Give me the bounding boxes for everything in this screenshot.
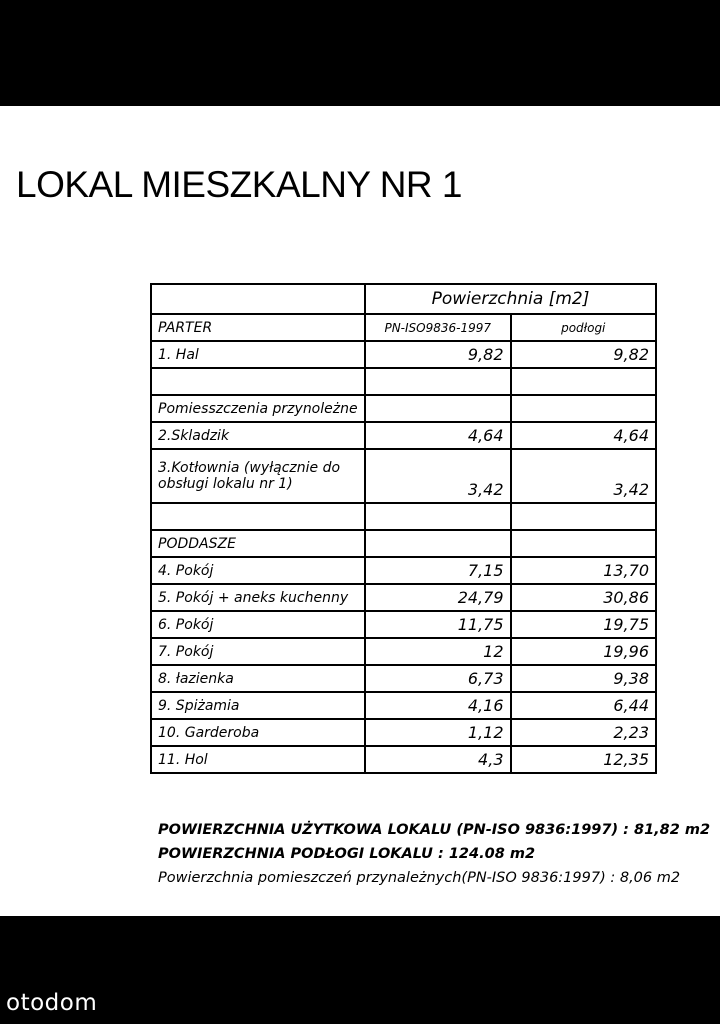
room-area-floor: 12,35 xyxy=(511,746,657,773)
room-name: 8. łazienka xyxy=(151,665,365,692)
table-row xyxy=(151,638,656,665)
table-row xyxy=(151,395,656,422)
table-row xyxy=(151,665,656,692)
empty-row xyxy=(151,503,656,530)
table-row xyxy=(151,611,656,638)
table-row xyxy=(151,314,656,341)
room-name: 4. Pokój xyxy=(151,557,365,584)
area-table xyxy=(150,283,657,774)
usable-area-summary: POWIERZCHNIA UŻYTKOWA LOKALU (PN-ISO 9836:1997) : 81,82 m2 xyxy=(158,822,711,838)
room-area-norm: 9,82 xyxy=(365,341,511,368)
empty-row xyxy=(151,368,656,395)
column-header-floor: podłogi xyxy=(511,314,657,341)
room-name: 6. Pokój xyxy=(151,611,365,638)
table-row xyxy=(151,584,656,611)
room-area-floor: 13,70 xyxy=(511,557,657,584)
room-area-floor: 3,42 xyxy=(511,449,657,503)
room-area-norm: 3,42 xyxy=(365,449,511,503)
room-name: 7. Pokój xyxy=(151,638,365,665)
table-row xyxy=(151,422,656,449)
room-area-norm: 12 xyxy=(365,638,511,665)
otodom-logo: otodom xyxy=(6,990,98,1016)
section-label-aux: Pomiesszczenia przynoleżne xyxy=(151,395,365,422)
section-label-parter: PARTER xyxy=(151,314,365,341)
room-area-floor: 2,23 xyxy=(511,719,657,746)
room-name: 10. Garderoba xyxy=(151,719,365,746)
table-row xyxy=(151,449,656,503)
table-row xyxy=(151,692,656,719)
room-area-norm: 4,3 xyxy=(365,746,511,773)
room-area-norm: 24,79 xyxy=(365,584,511,611)
room-area-norm: 6,73 xyxy=(365,665,511,692)
room-name: 9. Spiżamia xyxy=(151,692,365,719)
room-area-norm: 1,12 xyxy=(365,719,511,746)
section-label-poddasze: PODDASZE xyxy=(151,530,365,557)
room-area-floor: 30,86 xyxy=(511,584,657,611)
room-area-floor: 9,82 xyxy=(511,341,657,368)
floor-area-summary: POWIERZCHNIA PODŁOGI LOKALU : 124.08 m2 xyxy=(158,846,536,862)
page-title: LOKAL MIESZKALNY NR 1 xyxy=(16,164,463,205)
column-group-header: Powierzchnia [m2] xyxy=(365,284,656,314)
room-area-floor: 19,96 xyxy=(511,638,657,665)
room-area-norm: 11,75 xyxy=(365,611,511,638)
room-name: 5. Pokój + aneks kuchenny xyxy=(151,584,365,611)
table-row xyxy=(151,557,656,584)
auxiliary-area-summary: Powierzchnia pomieszczeń przynależnych(PN-ISO 9836:1997) : 8,06 m2 xyxy=(158,870,681,886)
room-name: 3.Kotłownia (wyłącznie do obsługi lokalu nr 1) xyxy=(151,449,365,503)
table-header-row xyxy=(151,284,656,314)
column-header-norm: PN-ISO9836-1997 xyxy=(365,314,511,341)
room-name: 2.Skladzik xyxy=(151,422,365,449)
room-name: 11. Hol xyxy=(151,746,365,773)
room-name: 1. Hal xyxy=(151,341,365,368)
room-area-floor: 19,75 xyxy=(511,611,657,638)
room-area-norm: 4,64 xyxy=(365,422,511,449)
summary-block xyxy=(158,818,710,890)
table-row xyxy=(151,719,656,746)
table-row xyxy=(151,341,656,368)
room-area-norm: 7,15 xyxy=(365,557,511,584)
room-area-norm: 4,16 xyxy=(365,692,511,719)
document-sheet xyxy=(0,106,720,916)
table-row xyxy=(151,530,656,557)
table-row xyxy=(151,746,656,773)
room-area-floor: 9,38 xyxy=(511,665,657,692)
room-area-floor: 6,44 xyxy=(511,692,657,719)
room-area-floor: 4,64 xyxy=(511,422,657,449)
